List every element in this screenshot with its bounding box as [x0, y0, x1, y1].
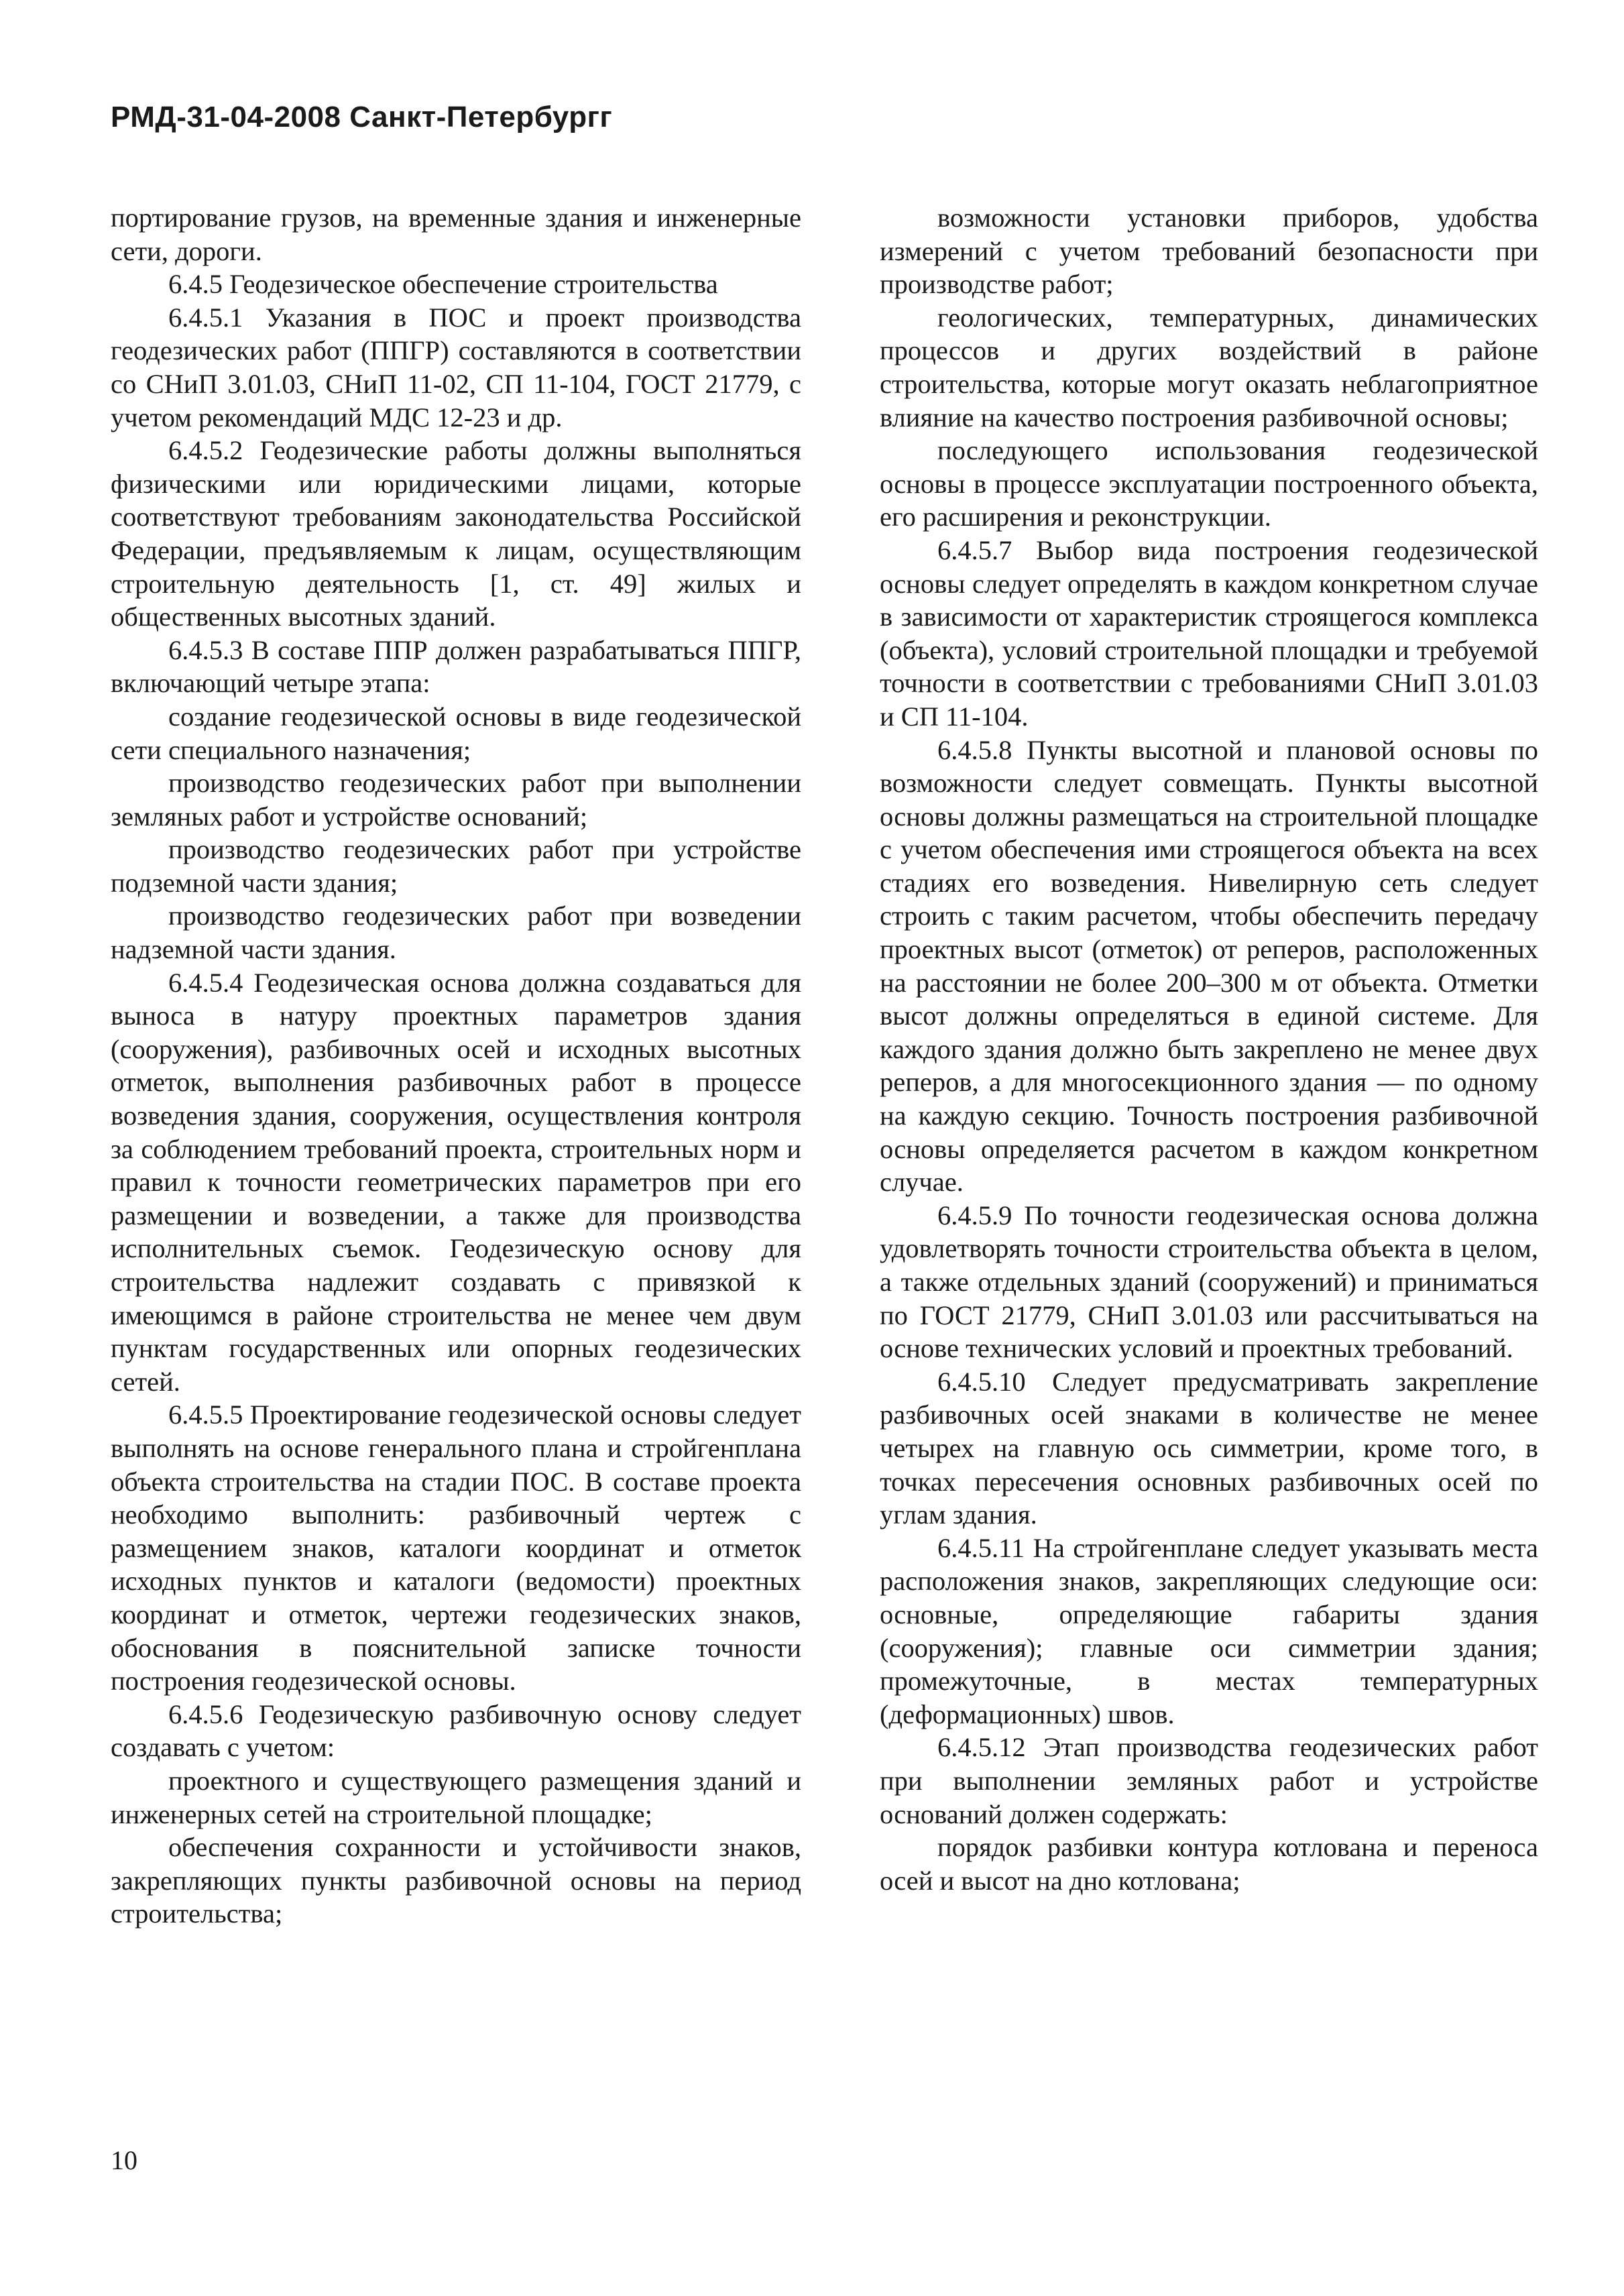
paragraph: 6.4.5 Геодезическое обеспечение строительства [168, 269, 718, 300]
paragraph: портирование грузов, на временные здания и инженерные сети, дороги. [111, 203, 801, 266]
paragraph: 6.4.5.10 Следует предусматривать закрепление разбивочных осей знаками в количестве не менее четырех на главную ось симметрии, кроме того, в точках пересечения основных разбивочных осей по углам здания. [880, 1366, 1538, 1530]
list-item: производство геодезических работ при выполнении земляных работ и устройстве оснований; [111, 768, 801, 831]
list-item: производство геодезических работ при устройстве подземной части здания; [111, 834, 801, 898]
page-number: 10 [111, 2145, 137, 2175]
paragraph: 6.4.5.5 Проектирование геодезической основы следует выполнять на основе генерального плана и стройгенплана объекта строительства на стадии ПОС. В составе проекта необходимо выполнить: разбивочный чертеж с размещением знаков, каталоги координат и отметок исходных пунктов и каталоги (ведомости) проектных координат и отметок, чертежи геодезических знаков, обоснования в пояснительной записке точности построения геодезической основы. [111, 1399, 801, 1697]
left-text-column [111, 201, 801, 1931]
paragraph: 6.4.5.4 Геодезическая основа должна создаваться для выноса в натуру проектных параметров здания (сооружения), разбивочных осей и исходных высотных отметок, выполнения разбивочных работ в процессе возведения здания, сооружения, осуществления контроля за соблюдением требований проекта, строительных норм и правил к точности геометрических параметров при его размещении и возведении, а также для производства исполнительных съемок. Геодезическую основу для строительства надлежит создавать с привязкой к имеющимся в районе строительства не менее чем двум пунктам государственных или опорных геодезических сетей. [111, 967, 801, 1397]
paragraph: 6.4.5.12 Этап производства геодезических работ при выполнении земляных работ и устройстве оснований должен содержать: [880, 1732, 1538, 1829]
paragraph: 6.4.5.7 Выбор вида построения геодезической основы следует определять в каждом конкретном случае в зависимости от характеристик строящегося комплекса (объекта), условий строительной площадки и требуемой точности в соответствии с требованиями СНиП 3.01.03 и СП 11-104. [880, 534, 1538, 732]
list-item: геологических, температурных, динамических процессов и других воздействий в районе строительства, которые могут оказать неблагоприятное влияние на качество построения разбивочной основы; [880, 302, 1538, 433]
paragraph: 6.4.5.11 На стройгенплане следует указывать места расположения знаков, закрепляющих следующие оси: основные, определяющие габариты здания (сооружения); главные оси симметрии здания; промежуточные, в местах температурных (деформационных) швов. [880, 1532, 1538, 1729]
paragraph: 6.4.5.3 В составе ППР должен разрабатываться ППГР, включающий четыре этапа: [111, 634, 801, 699]
document-header: РМД-31-04-2008 Санкт-Петербургг [111, 101, 613, 133]
list-item: возможности установки приборов, удобства измерений с учетом требований безопасности при производстве работ; [880, 203, 1538, 300]
list-item: порядок разбивки контура котлована и переноса осей и высот на дно котлована; [880, 1832, 1538, 1896]
paragraph: 6.4.5.1 Указания в ПОС и проект производства геодезических работ (ППГР) составляются в соответствии со СНиП 3.01.03, СНиП 11-02, СП 11-104, ГОСТ 21779, с учетом рекомендаций МДС 12-23 и др. [111, 302, 801, 433]
list-item: обеспечения сохранности и устойчивости знаков, закрепляющих пункты разбивочной основы на период строительства; [111, 1832, 801, 1929]
paragraph: 6.4.5.6 Геодезическую разбивочную основу следует создавать с учетом: [111, 1699, 801, 1763]
paragraph: 6.4.5.2 Геодезические работы должны выполняться физическими или юридическими лицами, которые соответствуют требованиям законодательства Российской Федерации, предъявляемым к лицам, осуществляющим строительную деятельность [1, ст. 49] жилых и общественных высотных зданий. [111, 435, 801, 632]
paragraph: 6.4.5.8 Пункты высотной и плановой основы по возможности следует совмещать. Пункты высотной основы должны размещаться на строительной площадке с учетом обеспечения ими строящегося объекта на всех стадиях его возведения. Нивелирную сеть следует строить с таким расчетом, чтобы обеспечить передачу проектных высот (отметок) от реперов, расположенных на расстоянии не более 200–300 м от объекта. Отметки высот должны определяться в единой системе. Для каждого здания должно быть закреплено не менее двух реперов, а для многосекционного здания — по одному на каждую секцию. Точность построения разбивочной основы определяется расчетом в каждом конкретном случае. [880, 734, 1538, 1198]
list-item: производство геодезических работ при возведении надземной части здания. [111, 901, 801, 965]
list-item: последующего использования геодезической основы в процессе эксплуатации построенного объекта, его расширения и реконструкции. [880, 435, 1538, 532]
list-item: проектного и существующего размещения зданий и инженерных сетей на строительной площадке; [111, 1765, 801, 1829]
list-item: создание геодезической основы в виде геодезической сети специального назначения; [111, 701, 801, 765]
right-text-column [880, 201, 1538, 1897]
paragraph: 6.4.5.9 По точности геодезическая основа должна удовлетворять точности строительства объекта в целом, а также отдельных зданий (сооружений) и приниматься по ГОСТ 21779, СНиП 3.01.03 или рассчитываться на основе технических условий и проектных требований. [880, 1200, 1538, 1364]
